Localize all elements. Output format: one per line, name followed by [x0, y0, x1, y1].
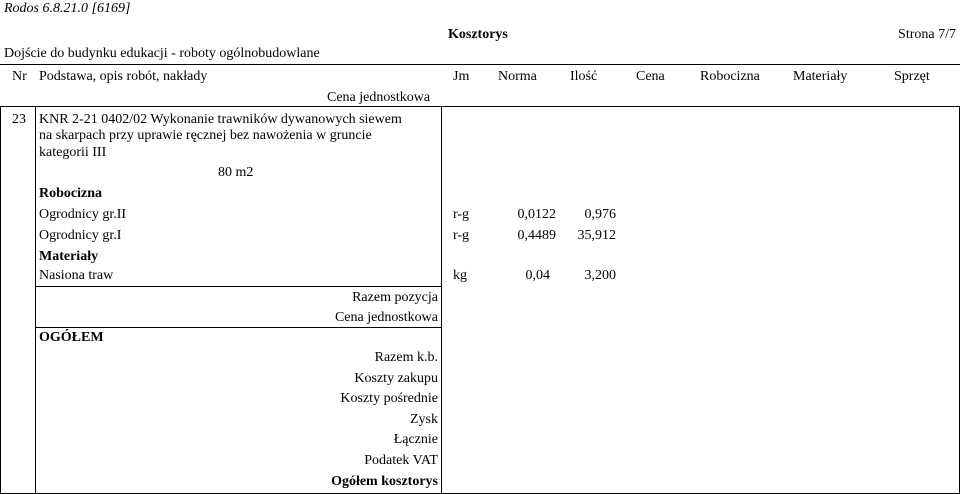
- row-norma: 0,04: [525, 268, 550, 283]
- row-norma: 0,4489: [517, 228, 556, 243]
- row-ilosc: 35,912: [577, 228, 616, 243]
- row-ilosc: 0,976: [584, 207, 616, 222]
- header-bottom-rule: [0, 106, 960, 107]
- summary-item: Razem k.b.: [374, 350, 438, 365]
- summary-rule: [35, 327, 442, 328]
- row-norma: 0,0122: [517, 207, 556, 222]
- description-column-divider: [441, 106, 442, 494]
- position-description-line: na skarpach przy uprawie ręcznej bez nawożenia w gruncie: [39, 128, 372, 143]
- position-description-line: KNR 2-21 0402/02 Wykonanie trawników dywanowych siewem: [39, 112, 402, 127]
- col-ilosc: Ilość: [570, 69, 598, 84]
- col-cena: Cena: [636, 69, 665, 84]
- col-jm: Jm: [453, 69, 470, 84]
- group-materials: Materiały: [39, 249, 99, 264]
- group-labor: Robocizna: [39, 186, 102, 201]
- position-description-line: kategorii III: [39, 145, 107, 160]
- table-left-border: [0, 106, 1, 494]
- estimate-total: Ogółem kosztorys: [331, 474, 438, 489]
- col-norma: Norma: [498, 69, 537, 84]
- col-nr: Nr: [12, 69, 27, 84]
- program-name: Rodos 6.8.21.0 [6169]: [4, 1, 131, 16]
- page-number: Strona 7/7: [898, 27, 956, 42]
- summary-item: Zysk: [410, 412, 438, 427]
- col-robocizna: Robocizna: [700, 69, 760, 84]
- col-unit-price: Cena jednostkowa: [327, 90, 431, 105]
- grand-total-heading: OGÓŁEM: [39, 330, 104, 345]
- summary-rule: [35, 286, 442, 287]
- summary-item: Koszty pośrednie: [340, 391, 438, 406]
- header-top-rule: [0, 64, 960, 65]
- summary-item: Łącznie: [393, 432, 438, 447]
- position-quantity: 80 m2: [218, 165, 254, 180]
- document-title: Kosztorys: [448, 27, 508, 42]
- row-jm: kg: [453, 268, 467, 283]
- summary-position-total: Razem pozycja: [352, 290, 438, 305]
- summary-unit-price: Cena jednostkowa: [334, 310, 438, 325]
- row-jm: r-g: [453, 228, 470, 243]
- nr-column-divider: [35, 106, 36, 494]
- row-jm: r-g: [453, 207, 470, 222]
- row-name: Nasiona traw: [39, 268, 114, 283]
- row-ilosc: 3,200: [584, 268, 616, 283]
- row-name: Ogrodnicy gr.I: [39, 228, 122, 243]
- row-name: Ogrodnicy gr.II: [39, 207, 127, 222]
- col-materialy: Materiały: [793, 69, 848, 84]
- col-sprzet: Sprzęt: [894, 69, 930, 84]
- section-title: Dojście do budynku edukacji - roboty ogólnobudowlane: [4, 46, 320, 61]
- summary-item: Koszty zakupu: [354, 371, 438, 386]
- summary-item: Podatek VAT: [364, 453, 438, 468]
- col-description: Podstawa, opis robót, nakłady: [39, 69, 208, 84]
- position-number: 23: [12, 112, 26, 127]
